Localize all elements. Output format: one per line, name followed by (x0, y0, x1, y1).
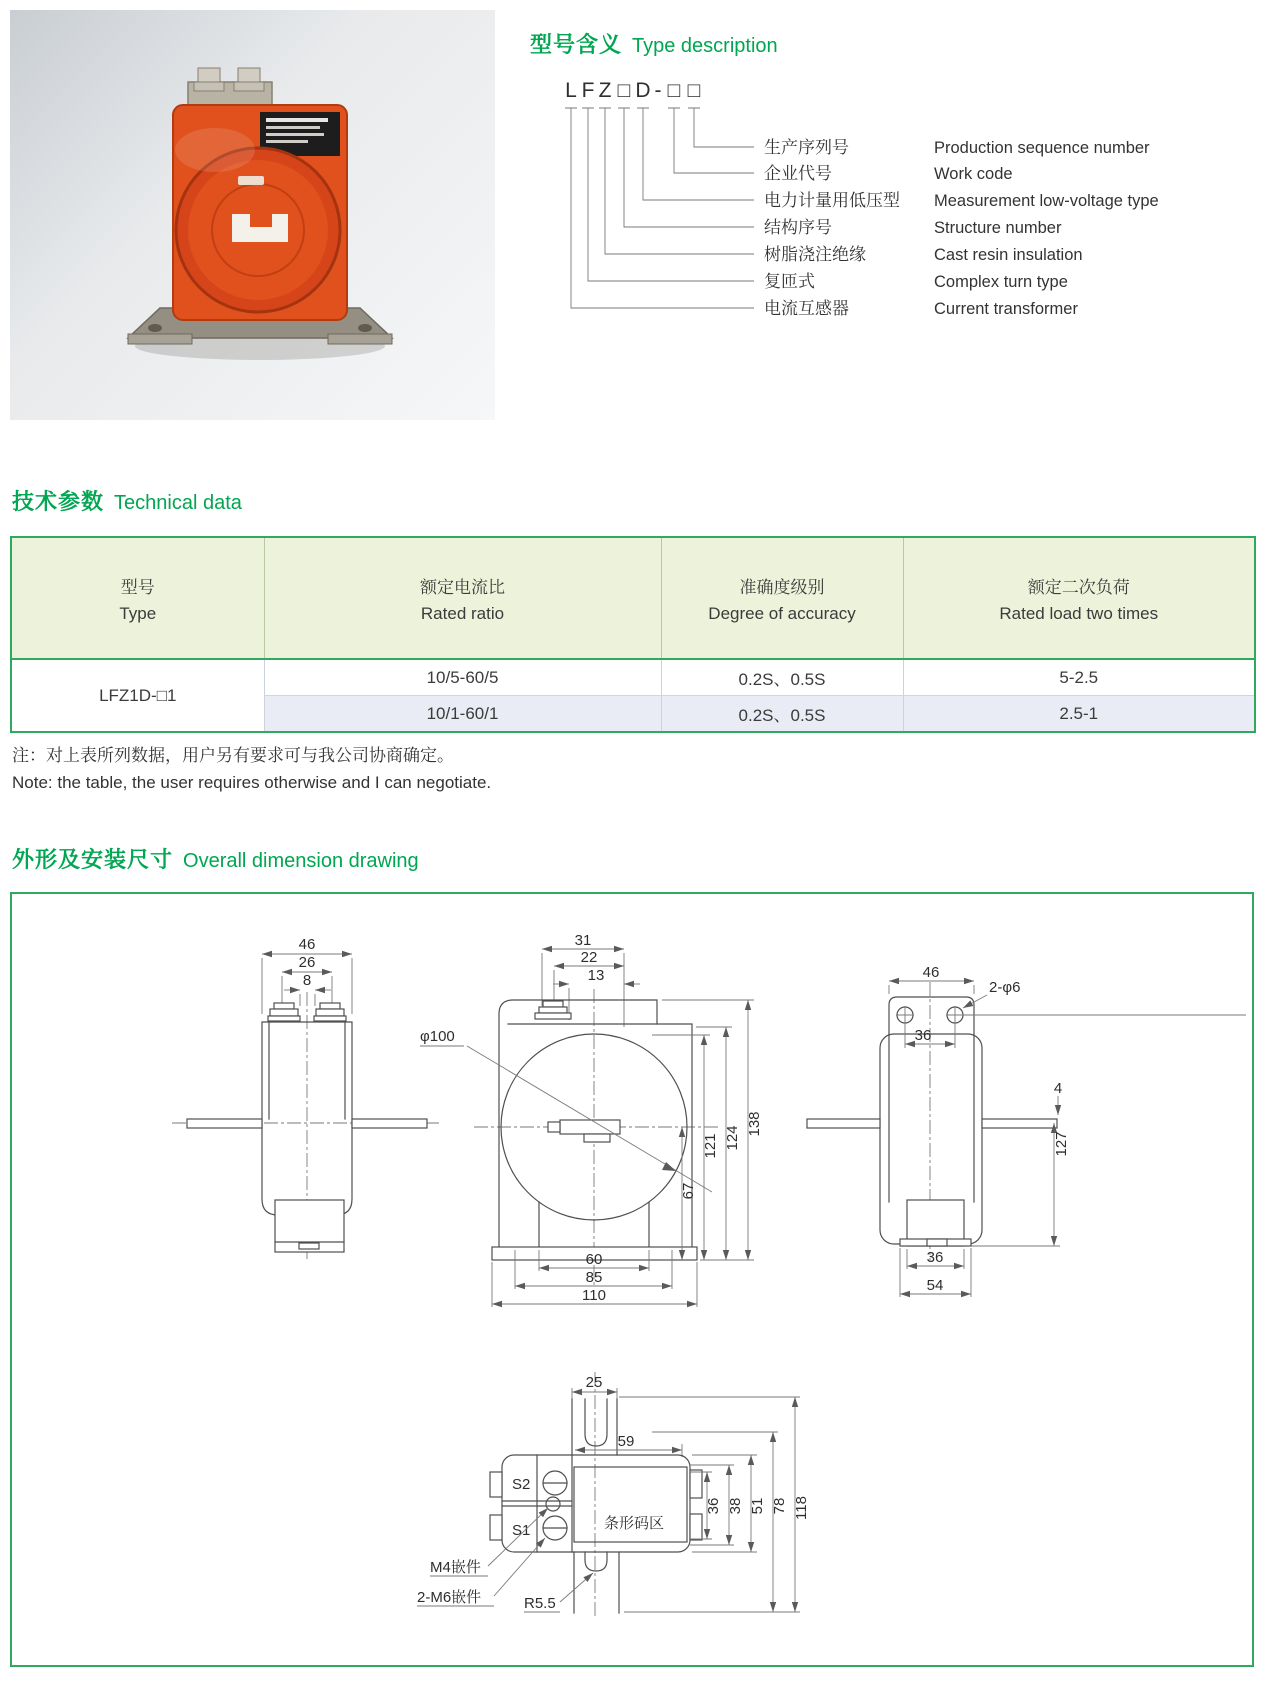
dim-label: 13 (587, 967, 605, 984)
connector-line (643, 108, 754, 200)
dim-label: 2-φ6 (989, 979, 1021, 996)
technical-data-heading (12, 485, 242, 516)
dim-label: φ100 (420, 1028, 455, 1045)
table-notes (12, 742, 491, 796)
code-item-zh: 树脂浇注绝缘 (764, 245, 866, 264)
col-header-ratio: 额定电流比 Rated ratio (264, 537, 661, 659)
front-view (420, 932, 763, 1307)
dim-label: 31 (574, 932, 592, 949)
dim-label: 138 (746, 1111, 763, 1137)
connector-line (571, 108, 754, 308)
bottom-view (417, 1372, 810, 1619)
connector-line (674, 108, 754, 173)
code-item-zh: 生产序列号 (764, 138, 849, 157)
product-photo (10, 10, 495, 420)
dim-label: 67 (680, 1182, 697, 1200)
radius-label: R5.5 (524, 1595, 556, 1612)
dim-label: 25 (585, 1374, 603, 1391)
cell-ratio: 10/1-60/1 (264, 696, 661, 733)
model-char: □ (667, 79, 681, 102)
model-char: □ (617, 79, 631, 102)
connector-line (694, 108, 754, 147)
cell-accuracy: 0.2S、0.5S (661, 659, 903, 696)
heading-zh: 外形及安装尺寸 (12, 847, 174, 872)
dim-label: 26 (298, 954, 316, 971)
code-item-en: Current transformer (934, 300, 1078, 318)
col-header-accuracy: 准确度级别 Degree of accuracy (661, 537, 903, 659)
model-char: F (581, 79, 595, 102)
dimension-drawing-box (10, 892, 1254, 1667)
dim-label: 59 (617, 1433, 635, 1450)
terminal-label: S2 (512, 1476, 531, 1493)
code-item-en: Structure number (934, 219, 1062, 237)
dim-label: 121 (702, 1133, 719, 1159)
dim-label: 51 (749, 1497, 766, 1515)
dim-label: 38 (727, 1497, 744, 1515)
dim-label: 124 (724, 1125, 741, 1151)
col-header-load: 额定二次负荷 Rated load two times (903, 537, 1255, 659)
dim-label: 54 (926, 1277, 944, 1294)
dim-label: 4 (1053, 1080, 1063, 1097)
table-row (11, 659, 1255, 696)
code-item-zh: 结构序号 (764, 218, 832, 237)
side-view (172, 936, 442, 1259)
heading-en: Type description (632, 35, 778, 57)
heading-zh: 型号含义 (530, 32, 623, 57)
dim-label: 78 (771, 1497, 788, 1515)
dim-label: 60 (585, 1251, 603, 1268)
cell-accuracy: 0.2S、0.5S (661, 696, 903, 733)
cell-load: 2.5-1 (903, 696, 1255, 733)
dim-label: 8 (302, 972, 312, 989)
heading-en: Technical data (114, 492, 242, 514)
model-char: L (565, 79, 577, 102)
dim-label: 46 (922, 964, 940, 981)
model-char: □ (687, 79, 701, 102)
model-char: Z (598, 79, 612, 102)
heading-zh: 技术参数 (12, 489, 105, 514)
barcode-area-label: 条形码区 (603, 1515, 665, 1532)
dim-label: 46 (298, 936, 316, 953)
dim-label: 85 (585, 1269, 603, 1286)
code-item-zh: 电力计量用低压型 (764, 191, 900, 210)
code-item-zh: 复匝式 (764, 272, 815, 291)
dim-label: 118 (793, 1496, 810, 1520)
type-description-heading (530, 28, 778, 59)
dim-label: 22 (580, 949, 598, 966)
model-char: D (635, 79, 651, 102)
code-item-en: Measurement low-voltage type (934, 192, 1159, 210)
cell-load: 5-2.5 (903, 659, 1255, 696)
model-char: - (654, 79, 662, 102)
cell-type-value: LFZ1D-□1 (11, 659, 264, 732)
code-item-zh: 电流互感器 (764, 299, 849, 318)
code-item-zh: 企业代号 (764, 164, 832, 183)
technical-data-table (10, 536, 1256, 733)
connector-line (624, 108, 754, 227)
type-code-diagram (524, 72, 1254, 330)
dim-label: 36 (926, 1249, 944, 1266)
dimension-drawing-heading (12, 843, 419, 874)
connector-line (588, 108, 754, 281)
code-item-en: Work code (934, 165, 1013, 183)
dim-label: 127 (1053, 1131, 1070, 1157)
note-zh: 注：对上表所列数据，用户另有要求可与我公司协商确定。 (12, 746, 454, 765)
col-header-type: 型号 Type (11, 537, 264, 659)
note-en: Note: the table, the user requires otherwise and I can negotiate. (12, 773, 492, 793)
code-item-en: Cast resin insulation (934, 246, 1083, 264)
transformer-illustration (10, 10, 495, 420)
insert-label: 2-M6嵌件 (417, 1589, 482, 1606)
dim-label: 110 (582, 1287, 606, 1304)
insert-label: M4嵌件 (430, 1559, 481, 1576)
dimension-drawing-svg (12, 894, 1252, 1665)
code-item-en: Production sequence number (934, 139, 1150, 157)
heading-en: Overall dimension drawing (183, 850, 419, 872)
rear-view (807, 964, 1246, 1297)
cell-ratio: 10/5-60/5 (264, 659, 661, 696)
table-header-row (11, 537, 1255, 659)
code-item-en: Complex turn type (934, 273, 1068, 291)
dim-label: 36 (914, 1027, 932, 1044)
dim-label: 36 (705, 1497, 722, 1515)
connector-line (605, 108, 754, 254)
terminal-label: S1 (512, 1522, 531, 1539)
